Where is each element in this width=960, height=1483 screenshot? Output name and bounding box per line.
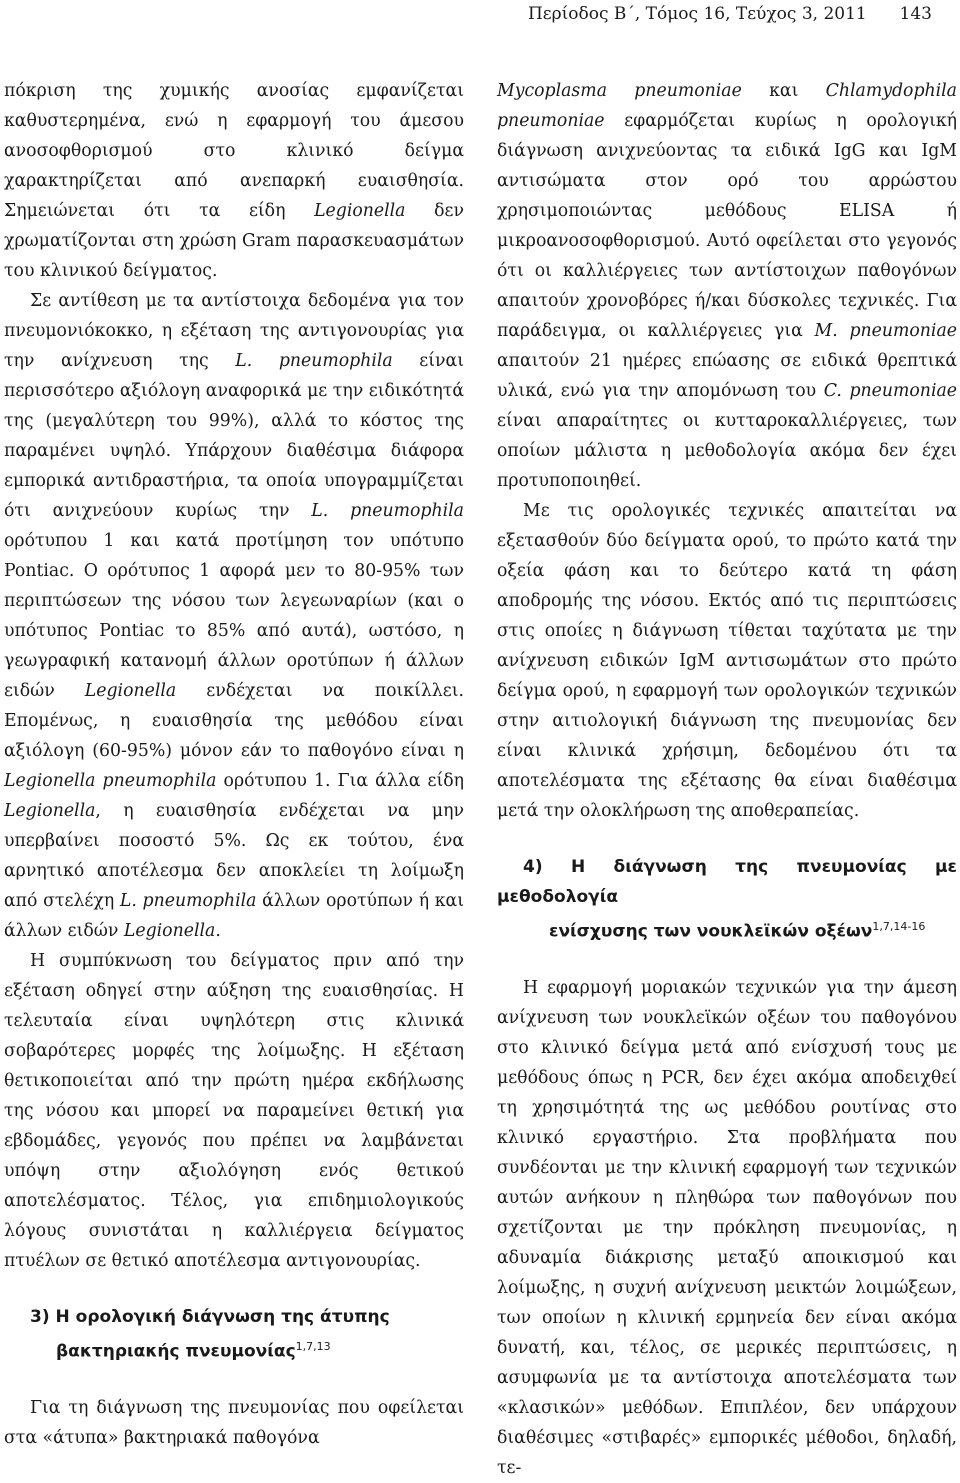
text-run: ορότυπου 1 και κατά προτίμηση τον υπότυπο Pontiac. Ο ορότυπος 1 αφορά μεν το 80-95% των περιπτώσεων της νόσου των λεγεωναρίων (και ο υπότυπος Pontiac το 85% από αυτά), ωστόσο, η γεωγραφική κατανομή άλλων οροτύπων ή άλλων ειδών: [4, 531, 464, 701]
paragraph: [4, 1393, 464, 1453]
italic-term: Mycoplasma pneumoniae: [497, 81, 742, 101]
text-run: ορότυπου 1. Για άλλα είδη: [216, 771, 464, 791]
text-run: .: [215, 921, 221, 941]
text-run: εφαρμόζεται κυρίως η ορολογική διάγνωση ανιχνεύοντας τα ειδικά IgG και IgM αντισώματα στον ορό του αρρώστου χρησιμοποιώντας μεθόδους ELISA ή μικροανοσοφθορισμού. Αυτό οφείλεται στο γεγονός ότι οι καλλιέργειες των αντίστοιχων παθογόνων απαιτούν χρονοβόρες ή/και δύσκολες τεχνικές. Για παράδειγμα, οι καλλιέργειες για: [497, 111, 957, 341]
text-run: Σε αντίθεση με τα αντίστοιχα δεδομένα για τον πνευμονιόκοκκο, η εξέταση της αντιγονουρίας για την ανίχνευση της: [4, 291, 464, 371]
italic-term: L. pneumophila: [311, 501, 464, 521]
paragraph: [497, 973, 957, 1483]
italic-term: M. pneumoniae: [814, 321, 957, 341]
text-run: Για τη διάγνωση της πνευμονίας που οφείλεται στα «άτυπα» βακτηριακά παθογόνα: [4, 1397, 464, 1448]
paragraph: [4, 946, 464, 1276]
page-number: 143: [899, 4, 932, 24]
italic-term: L. pneumophila: [119, 891, 257, 911]
italic-term: Legionella: [123, 921, 216, 941]
text-run: απαιτούν 21 ημέρες επώασης σε ειδικά θρεπτικά υλικά, ενώ για την απομόνωση του: [497, 351, 957, 401]
italic-term: Legionella: [4, 801, 96, 821]
text-run: δεν χρωματίζονται στη χρώση Gram παρασκευασμάτων του κλινικού δείγματος.: [4, 201, 464, 281]
section-heading: [497, 852, 957, 947]
italic-term: Legionella pneumophila: [4, 771, 217, 791]
text-run: είναι περισσότερο αξιόλογη αναφορικά με την ειδικότητά της (μεγαλύτερη του 99%), αλλά το κόστος της παραμένει υψηλό. Υπάρχουν διαθέσιμα διάφορα εμπορικά αντιδραστήρια, τα οποία υπογραμμίζεται ότι ανιχνεύουν κυρίως την: [4, 351, 464, 521]
text-run: και: [741, 81, 826, 101]
paragraph: [4, 286, 464, 946]
italic-term: Legionella: [314, 201, 406, 221]
section-heading-line: ενίσχυσης των νουκλεϊκών οξέων: [549, 921, 873, 942]
section-heading-line: 3) Η ορολογική διάγνωση της άτυπης: [30, 1307, 390, 1327]
section-heading: [4, 1302, 464, 1367]
text-run: άλλων οροτύπων ή και άλλων ειδών: [4, 891, 464, 941]
section-heading-line: βακτηριακής πνευμονίας: [56, 1341, 296, 1362]
text-run: ενδέχεται να ποικίλλει. Επομένως, η ευαισθησία της μεθόδου είναι αξιόλογη (60-95%) μόνον εάν το παθογόνο είναι η: [4, 681, 464, 761]
paragraph: [4, 76, 464, 286]
italic-term: Chlamydophila pneumoniae: [497, 81, 957, 131]
right-column: [497, 76, 957, 1483]
section-heading-line: 4) Η διάγνωση της πνευμονίας με μεθοδολογία: [497, 857, 957, 907]
paragraph: [497, 76, 957, 496]
italic-term: Legionella: [84, 681, 177, 701]
journal-issue: Περίοδος Β΄, Τόμος 16, Τεύχος 3, 2011: [527, 4, 867, 24]
reference-superscript: 1,7,14-16: [872, 920, 926, 933]
text-run: είναι απαραίτητες οι κυτταροκαλλιέργειες, των οποίων μάλιστα η μεθοδολογία ακόμα δεν έχει προτυποποιηθεί.: [497, 411, 957, 491]
italic-term: C. pneumoniae: [823, 381, 957, 401]
text-run: , η ευαισθησία ενδέχεται να μην υπερβαίνει ποσοστό 5%. Ως εκ τούτου, ένα αρνητικό αποτέλεσμα δεν αποκλείει τη λοίμωξη από στελέχη: [4, 801, 464, 911]
italic-term: L. pneumophila: [235, 351, 393, 371]
text-run: Η συμπύκνωση του δείγματος πριν από την εξέταση οδηγεί στην αύξηση της ευαισθησίας. Η τελευταία είναι υψηλότερη στις κλινικά σοβαρότερες μορφές της λοίμωξης. Η εξέταση θετικοποιείται από την πρώτη ημέρα εκδήλωσης της νόσου και μπορεί να παραμείνει θετική για εβδομάδες, γεγονός που πρέπει να λαμβάνεται υπόψη στην αξιολόγηση ενός θετικού αποτελέσματος. Τέλος, για επιδημιολογικούς λόγους συνιστάται η καλλιέργεια δείγματος πτυέλων σε θετικό αποτέλεσμα αντιγονουρίας.: [4, 951, 464, 1271]
text-run: πόκριση της χυμικής ανοσίας εμφανίζεται καθυστερημένα, ενώ η εφαρμογή του άμεσου ανοσοφθορισμού στο κλινικό δείγμα χαρακτηρίζεται από ανεπαρκή ευαισθησία. Σημειώνεται ότι τα είδη: [4, 81, 464, 221]
paragraph: [497, 496, 957, 826]
running-header: [528, 4, 932, 24]
text-run: Η εφαρμογή μοριακών τεχνικών για την άμεση ανίχνευση των νουκλεϊκών οξέων του παθογόνου στο κλινικό δείγμα μετά από ενίσχυσή τους με μεθόδους όπως η PCR, δεν έχει ακόμα αποδειχθεί τη χρησιμότητά της ως μεθόδου ρουτίνας στο κλινικό εργαστήριο. Στα προβλήματα που συνδέονται με την κλινική εφαρμογή των τεχνικών αυτών ανήκουν η πληθώρα των παθογόνων που σχετίζονται με την πρόκληση πνευμονίας, η αδυναμία διάκρισης μεταξύ αποικισμού και λοίμωξης, η συχνή ανίχνευση μεικτών λοιμώξεων, των οποίων η κλινική ερμηνεία δεν είναι ακόμα δυνατή, και, τέλος, σε μερικές περιπτώσεις, η ασυμφωνία με τα αντίστοιχα αποτελέσματα των «κλασικών» μεθόδων. Επιπλέον, δεν υπάρχουν διαθέσιμες «στιβαρές» εμπορικές μέθοδοι, δηλαδή, τε-: [497, 977, 957, 1478]
text-run: Με τις ορολογικές τεχνικές απαιτείται να εξετασθούν δύο δείγματα ορού, το πρώτο κατά την οξεία φάση και το δεύτερο κατά τη φάση αποδρομής της νόσου. Εκτός από τις περιπτώσεις στις οποίες η διάγνωση τίθεται ταχύτατα με την ανίχνευση ειδικών IgM αντισωμάτων στο πρώτο δείγμα ορού, η εφαρμογή των ορολογικών τεχνικών στην αιτιολογική διάγνωση της πνευμονίας δεν είναι κλινικά χρήσιμη, δεδομένου ότι τα αποτελέσματα της εξέτασης θα είναι διαθέσιμα μετά την ολοκλήρωση της αποθεραπείας.: [497, 501, 957, 821]
reference-superscript: 1,7,13: [295, 1340, 331, 1353]
left-column: [4, 76, 464, 1453]
